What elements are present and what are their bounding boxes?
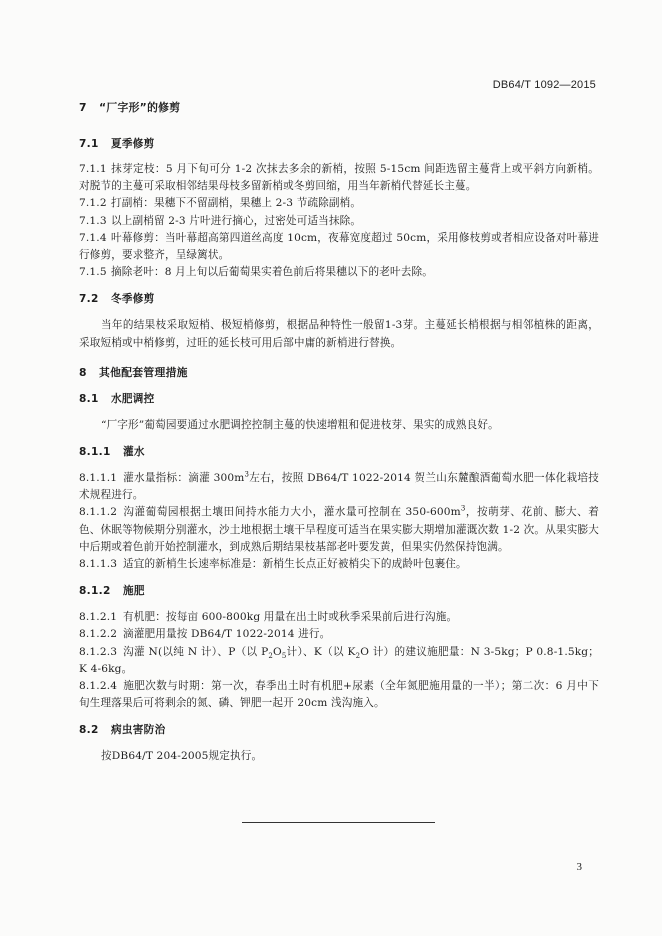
- clause-number: 7.1.2: [79, 197, 107, 210]
- paragraph-7-2: 当年的结果枝采取短梢、极短梢修剪，根据品种特性一般留1-3芽。主蔓延长梢根据与相邻植株的距离，采取短梢或中梢修剪，过旺的延长枝可用后部中庸的新梢进行替换。: [79, 319, 599, 349]
- clause-8-1-2-4: [79, 678, 599, 712]
- clause-number: 8.1.2.3: [79, 645, 118, 658]
- clause-8-1-2-1: [79, 609, 599, 626]
- clause-8-1-2-3: [79, 644, 599, 678]
- clause-number: 8.1.2.4: [79, 680, 118, 693]
- clause-text: 适宜的新梢生长速率标准是：新梢生长点正好被梢尖下的成龄叶包裹住。: [123, 558, 467, 571]
- clause-number: 8.1.1.2: [79, 506, 118, 519]
- clause-8-1-2-2: [79, 626, 599, 643]
- clause-7-1-5: [79, 264, 599, 281]
- subsection-title: 施肥: [123, 585, 145, 598]
- subsection-number: 8.1.2: [79, 585, 111, 598]
- clause-text: 摘除老叶：8 月上旬以后葡萄果实着色前后将果穗以下的老叶去除。: [111, 266, 433, 279]
- clause-8-1-1-2: [79, 504, 599, 556]
- subsection-title: 病虫害防治: [111, 724, 166, 737]
- document-body: [79, 97, 599, 766]
- subsection-title: 灌水: [123, 446, 145, 459]
- clause-text: 滴灌肥用量按 DB64/T 1022-2014 进行。: [123, 628, 331, 641]
- section-7-heading: [79, 99, 599, 116]
- subsection-title: 冬季修剪: [111, 293, 155, 306]
- section-8-heading: [79, 364, 599, 381]
- section-8-1-2-heading: [79, 583, 599, 600]
- section-8-1-heading: [79, 391, 599, 408]
- clause-number: 7.1.4: [79, 231, 107, 244]
- section-number: 8: [79, 365, 87, 379]
- clause-number: 7.1.5: [79, 266, 107, 279]
- subsection-number: 8.1: [79, 392, 99, 405]
- clause-number: 8.1.2.2: [79, 628, 118, 641]
- end-rule: [242, 822, 435, 823]
- section-8-1-1-heading: [79, 444, 599, 461]
- subsection-number: 7.2: [79, 293, 99, 306]
- clause-text-part: 沟灌葡萄园根据土壤田间持水能力大小，灌水量可控制在 350-600m: [123, 506, 461, 519]
- section-title: 其他配套管理措施: [99, 365, 188, 379]
- subsection-title: 水肥调控: [111, 392, 155, 405]
- clause-number: 8.1.1.3: [79, 558, 118, 571]
- clause-number: 8.1.2.1: [79, 611, 118, 624]
- clause-7-1-4: [79, 230, 599, 264]
- section-8-2-heading: [79, 722, 599, 739]
- clause-text-part: 沟灌 N(以纯 N 计）、P（以 P: [123, 645, 269, 658]
- clause-text-part: O 计）的建议施肥量：N 3-5kg；P 0.8-1.5kg；K 4-6kg。: [79, 645, 599, 675]
- subsection-title: 夏季修剪: [111, 138, 155, 150]
- clause-text: 以上副梢留 2-3 片叶进行摘心，过密处可适当抹除。: [111, 214, 362, 227]
- subsection-number: 8.2: [79, 724, 99, 737]
- subscript: 2: [268, 651, 273, 660]
- section-title: “厂字形”的修剪: [99, 101, 181, 114]
- clause-text-part: ，按萌芽、花前、膨大、着色、休眠等物候期分别灌水，沙土地根据土壤干旱程度可适当在果实膨大期增加灌溉次数 1-2 次。从果实膨大中后期或着色前开始控制灌水，到成熟后期结果枝基部老叶要发黄，但果实仍然保持饱满。: [79, 506, 600, 553]
- paragraph-8-1: “厂字形”葡萄园要通过水肥调控控制主蔓的快速增粗和促进枝芽、果实的成熟良好。: [101, 418, 499, 431]
- clause-8-1-1-3: [79, 556, 599, 573]
- clause-number: 7.1.3: [79, 214, 107, 227]
- clause-text-part: 左右，按照 DB64/T 1022-2014 贺兰山东麓酿酒葡萄水肥一体化栽培技术规程进行。: [79, 472, 599, 502]
- section-number: 7: [79, 101, 87, 114]
- clause-text-part: O: [272, 645, 282, 658]
- subsection-number: 8.1.1: [79, 446, 111, 459]
- clause-number: 7.1.1: [79, 163, 107, 175]
- clause-7-1-1: [79, 161, 599, 195]
- paragraph-8-2: 按DB64/T 204-2005规定执行。: [101, 750, 263, 763]
- subscript: 2: [355, 651, 361, 660]
- page-number: 3: [576, 861, 582, 873]
- superscript: 3: [460, 504, 466, 513]
- clause-text: 施肥次数与时期：第一次，春季出土时有机肥+尿素（全年氮肥施用量的一半）；第二次：6 月中下旬生理落果后可将剩余的氮、磷、钾肥一起开 20cm 浅沟施入。: [79, 680, 599, 710]
- standard-code: DB64/T 1092—2015: [492, 79, 596, 91]
- clause-text: 打副梢：果穗下不留副梢，果穗上 2-3 节疏除副梢。: [111, 197, 362, 210]
- clause-number: 8.1.1.1: [79, 472, 118, 485]
- superscript: 3: [244, 470, 250, 479]
- clause-7-1-2: [79, 195, 599, 212]
- section-7-2-heading: [79, 291, 599, 308]
- clause-text-part: 计）、K（以 K: [286, 645, 356, 658]
- clause-text: 叶幕修剪：当叶幕超高第四道丝高度 10cm，夜幕宽度超过 50cm，采用修枝剪或者相应设备对叶幕进行修剪，要求整齐，呈绿篱状。: [79, 231, 599, 262]
- clause-text-part: 灌水量指标：滴灌 300m: [123, 472, 245, 485]
- clause-7-1-3: [79, 213, 599, 230]
- section-7-1-heading: [79, 136, 599, 153]
- subsection-number: 7.1: [79, 138, 99, 150]
- clause-text: 抹芽定枝：5 月下旬可分 1-2 次抹去多余的新梢，按照 5-15cm 间距选留主蔓背上或平斜方向新梢。对脱节的主蔓可采取相邻结果母枝多留新梢或冬剪回缩，用当年新梢代替延长主蔓。: [79, 163, 599, 193]
- clause-8-1-1-1: [79, 470, 599, 504]
- clause-text: 有机肥：按每亩 600-800kg 用量在出土时或秋季采果前后进行沟施。: [123, 611, 458, 624]
- subscript: 5: [281, 651, 287, 660]
